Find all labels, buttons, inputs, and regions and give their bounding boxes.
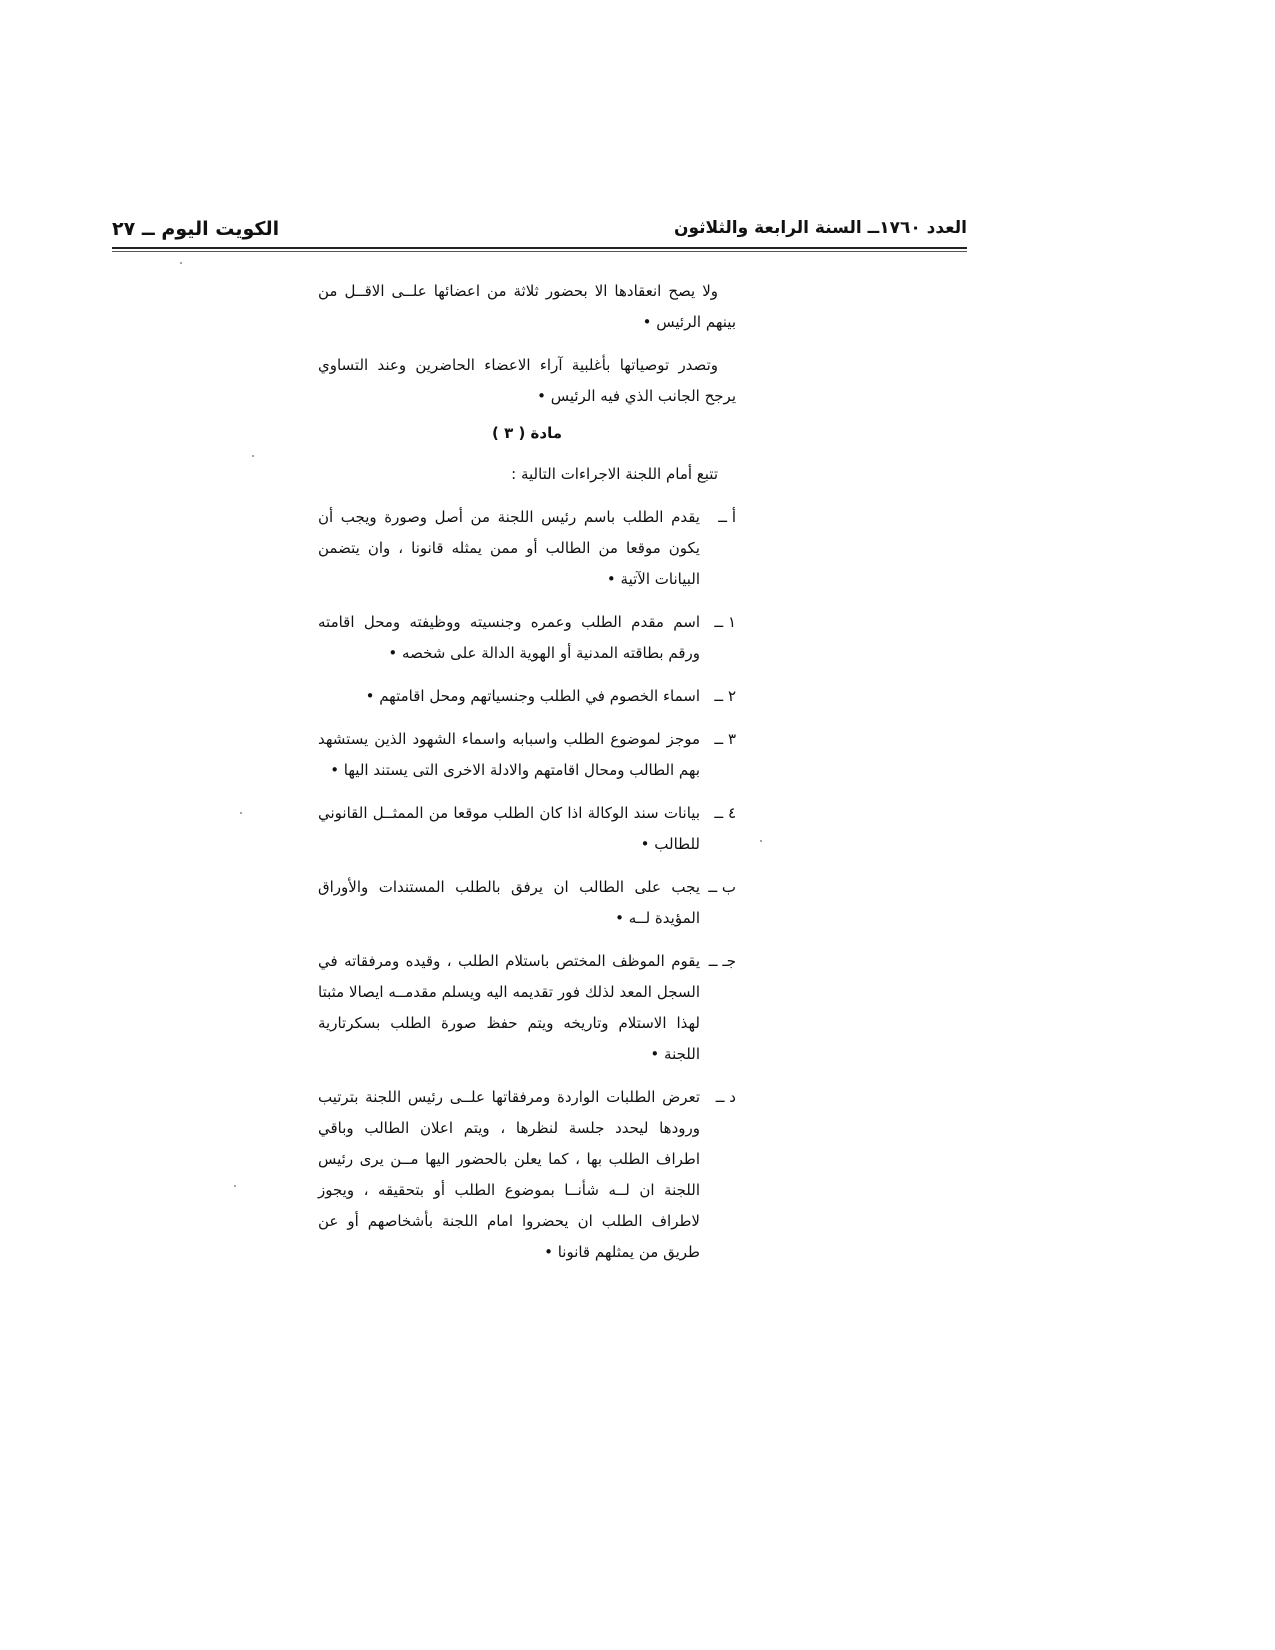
sub-item-marker: ١ ــ (714, 613, 736, 631)
gazette-title-page-number: الكويت اليوم ــ ٢٧ (112, 218, 280, 240)
clause-text: تعرض الطلبات الواردة ومرفقاتها علــى رئيس اللجنة بترتيب ورودها ليحدد جلسة لنظرها ، ويتم اعلان الطالب وباقي اطراف الطلب بها ، كما يعلن بالحضور اليها مــن يرى رئيس اللجنة ان لــه شأنــا بموضوع الطلب أو بتحقيقه ، ويجوز لاطراف الطلب ان يحضروا امام اللجنة بأشخاصهم أو عن طريق من يمثلهم قانونا • (318, 1088, 700, 1261)
sub-item-3 (318, 724, 736, 786)
scan-speck (234, 1185, 236, 1187)
clause-a (318, 502, 736, 595)
sub-item-marker: ٤ ــ (714, 804, 736, 822)
sub-item-text: بيانات سند الوكالة اذا كان الطلب موقعا من الممثــل القانوني للطالب • (318, 804, 700, 853)
scan-speck (760, 840, 762, 842)
clause-c (318, 946, 736, 1070)
clause-marker: د ــ (715, 1088, 736, 1106)
sub-item-1 (318, 607, 736, 669)
clause-d (318, 1082, 736, 1268)
sub-item-marker: ٣ ــ (714, 730, 736, 748)
scan-speck (252, 455, 254, 457)
clause-marker: جـ ــ (708, 952, 736, 970)
sub-item-4 (318, 798, 736, 860)
clause-marker: ب ــ (708, 878, 736, 896)
sub-item-marker: ٢ ــ (714, 687, 736, 705)
paragraph-quorum: ولا يصح انعقادها الا بحضور ثلاثة من اعضائها علــى الاقــل من بينهم الرئيس • (318, 282, 736, 331)
paragraph-votes: وتصدر توصياتها بأغلبية آراء الاعضاء الحاضرين وعند التساوي يرجح الجانب الذي فيه الرئيس • (318, 356, 736, 405)
article-intro: تتبع أمام اللجنة الاجراءات التالية : (511, 465, 718, 483)
issue-number: العدد ١٧٦٠ــ السنة الرابعة والثلاثون (673, 218, 967, 238)
scan-speck (240, 812, 242, 814)
scan-speck (180, 262, 182, 264)
sub-item-text: اسم مقدم الطلب وعمره وجنسيته ووظيفته ومحل اقامته ورقم بطاقته المدنية أو الهوية الدالة على شخصه • (318, 613, 700, 662)
sub-item-2 (318, 681, 736, 712)
header-rule (112, 247, 967, 249)
clause-text: يقوم الموظف المختص باستلام الطلب ، وقيده ومرفقاته في السجل المعد لذلك فور تقديمه اليه ويسلم مقدمــه ايصالا مثبتا لهذا الاستلام وتاريخه ويتم حفظ صورة الطلب بسكرتارية اللجنة • (318, 952, 700, 1063)
article-heading: مادة ( ٣ ) (491, 424, 562, 442)
clause-text: يجب على الطالب ان يرفق بالطلب المستندات والأوراق المؤيدة لــه • (318, 878, 700, 927)
sub-item-text: موجز لموضوع الطلب واسبابه واسماء الشهود الذين يستشهد بهم الطالب ومحال اقامتهم والادلة الاخرى التى يستند اليها • (318, 730, 700, 779)
clause-text: يقدم الطلب باسم رئيس اللجنة من أصل وصورة ويجب أن يكون موقعا من الطالب أو ممن يمثله قانونا ، وان يتضمن البيانات الآتية • (318, 508, 700, 588)
clause-marker: أ ــ (718, 508, 736, 526)
sub-item-text: اسماء الخصوم في الطلب وجنسياتهم ومحل اقامتهم • (365, 687, 700, 705)
page-header (112, 218, 967, 248)
header-rule-thin (112, 251, 967, 252)
document-body (318, 276, 736, 1280)
clause-b (318, 872, 736, 934)
